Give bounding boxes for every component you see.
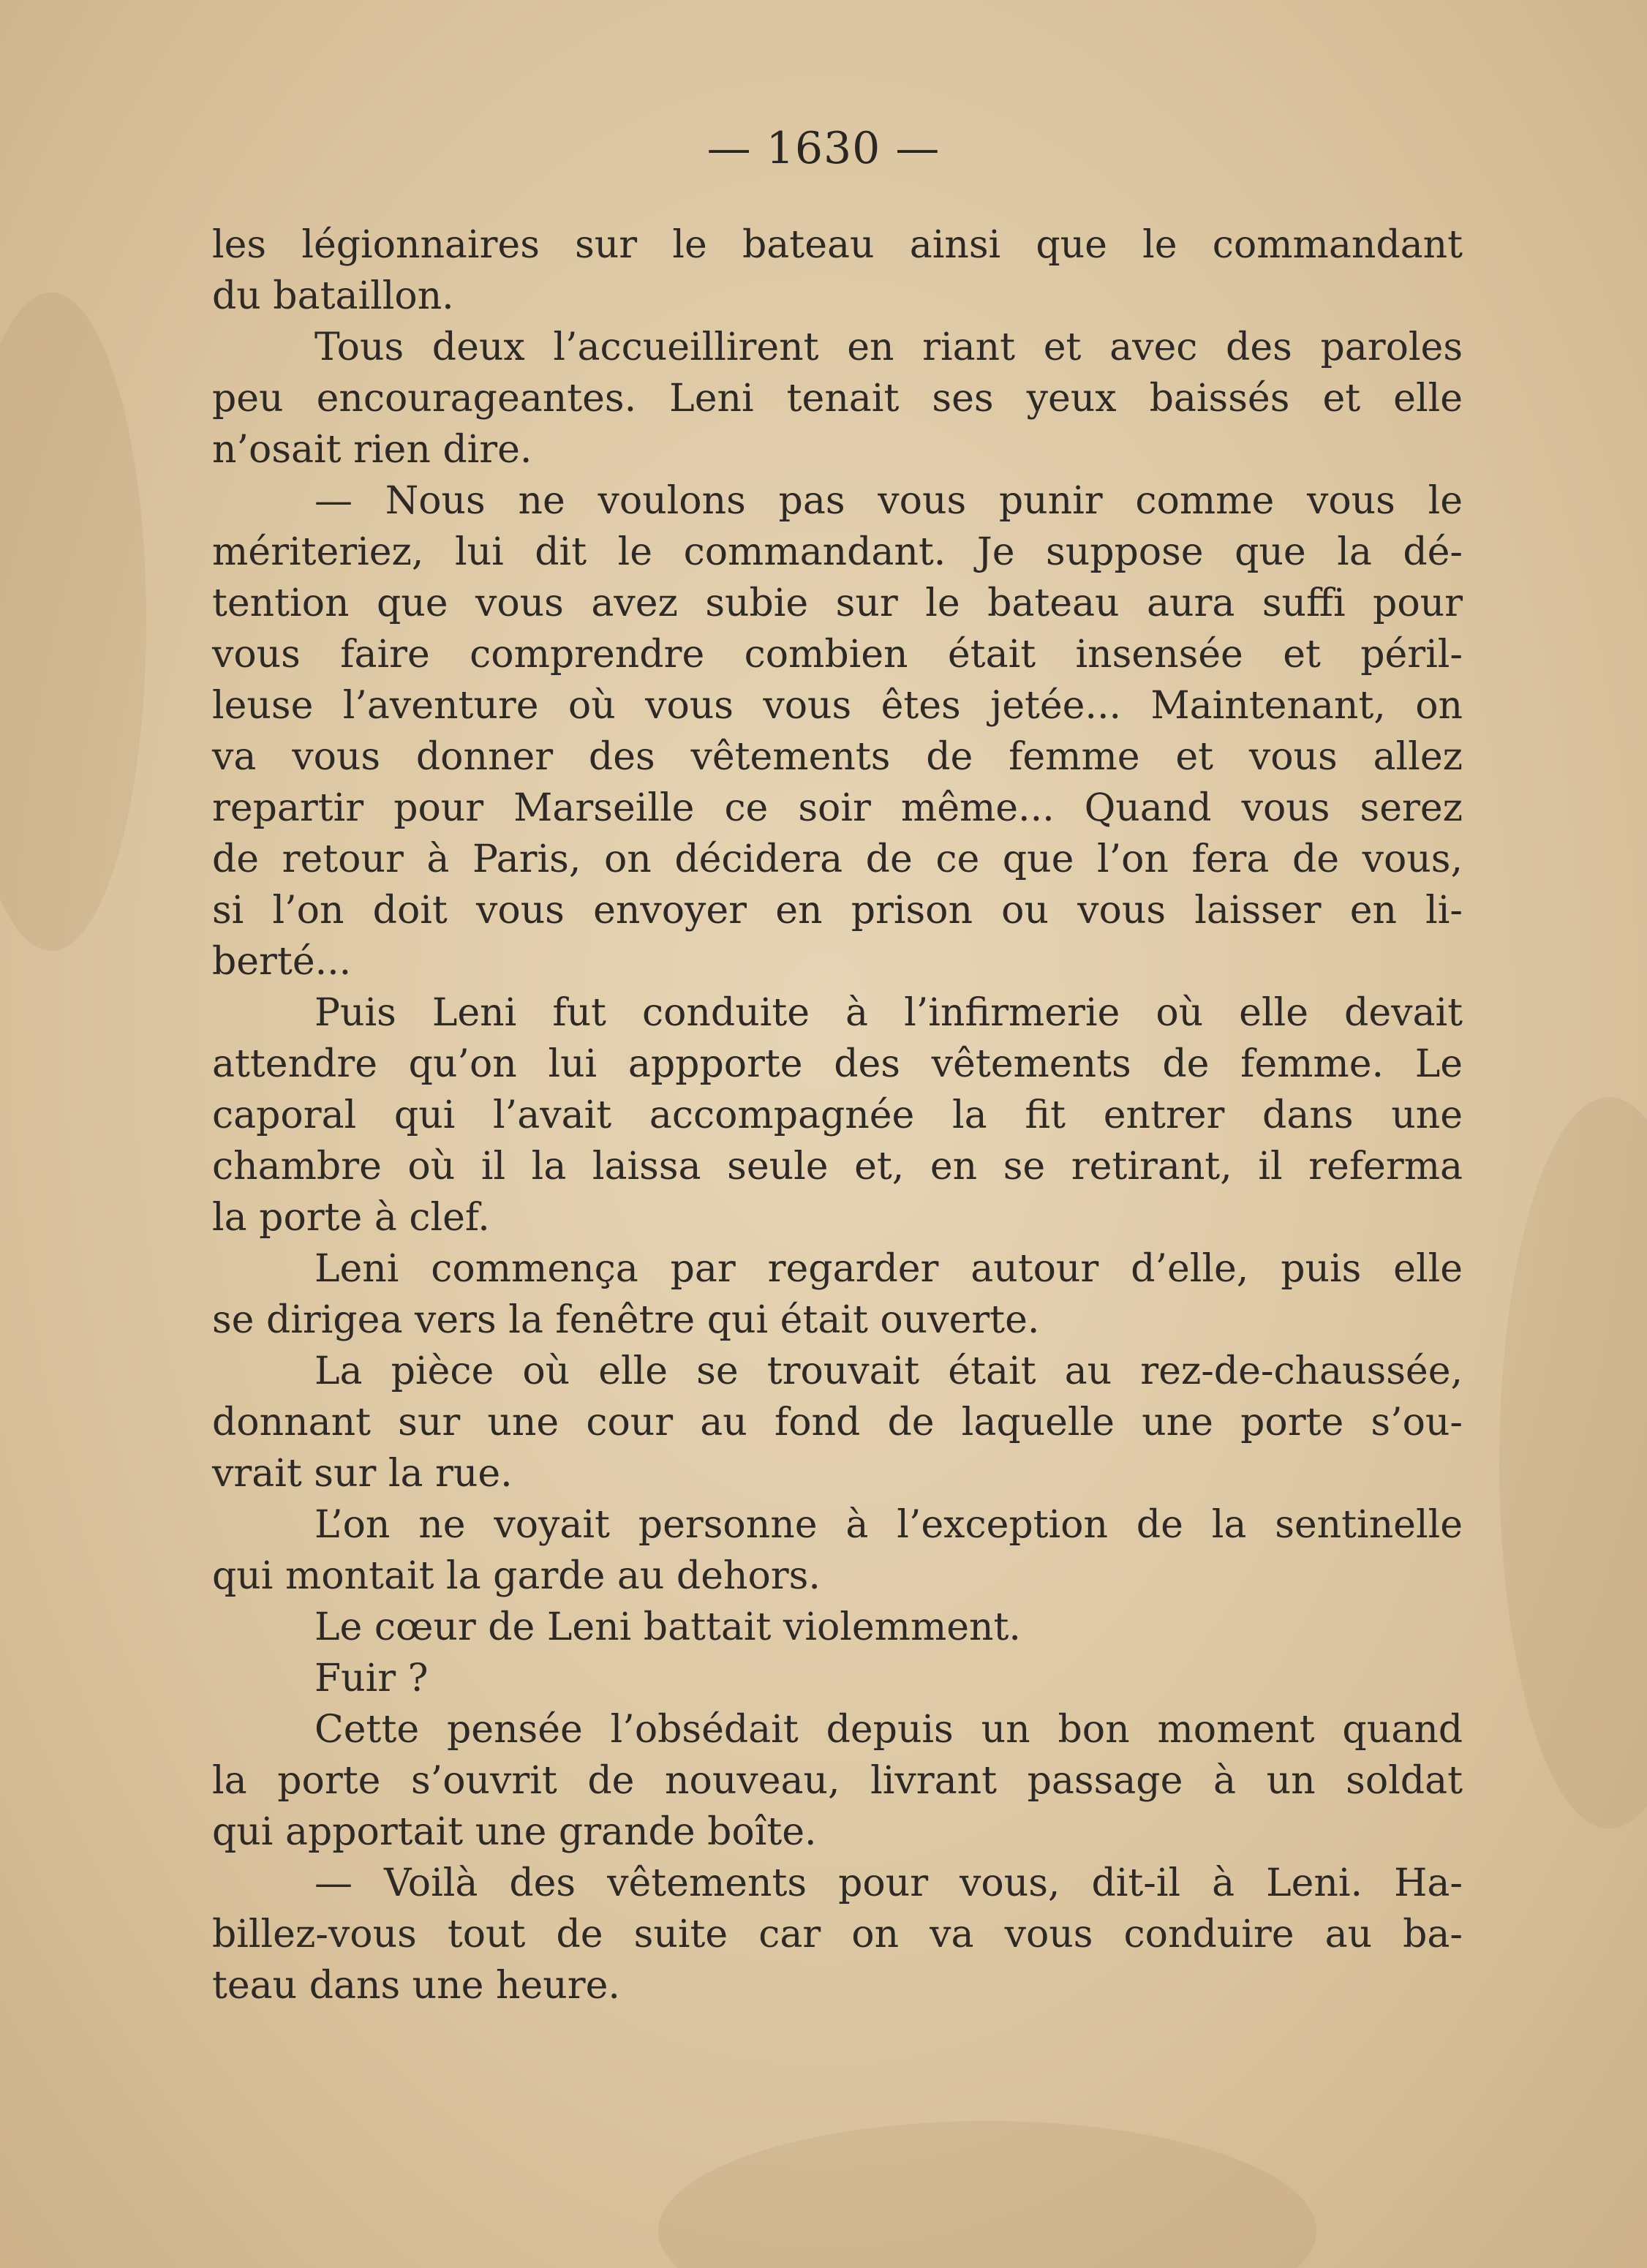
- text-line: Puis Leni fut conduite à l’infirmerie où elle devait: [314, 991, 1463, 1035]
- text-line: la porte à clef.: [212, 1196, 490, 1240]
- paper-stain: [1499, 1097, 1647, 1828]
- text-line: berté...: [212, 940, 352, 984]
- text-line: leuse l’aventure où vous vous êtes jetée... Maintenant, on: [212, 684, 1463, 728]
- page-number: — 1630 —: [706, 123, 941, 174]
- body-text: [212, 219, 1463, 2011]
- text-line: billez-vous tout de suite car on va vous conduire au ba-: [212, 1913, 1463, 1956]
- text-line: du bataillon.: [212, 274, 454, 318]
- text-line: Tous deux l’accueillirent en riant et avec des paroles: [314, 325, 1463, 369]
- text-line: Le cœur de Leni battait violemment.: [314, 1605, 1021, 1649]
- text-line: caporal qui l’avait accompagnée la fit entrer dans une: [212, 1093, 1463, 1137]
- text-line: donnant sur une cour au fond de laquelle une porte s’ou-: [212, 1401, 1463, 1444]
- text-line: les légionnaires sur le bateau ainsi que le commandant: [212, 223, 1463, 267]
- text-line: repartir pour Marseille ce soir même... Quand vous serez: [212, 786, 1463, 830]
- text-line: la porte s’ouvrit de nouveau, livrant passage à un soldat: [212, 1759, 1463, 1803]
- text-line: se dirigea vers la fenêtre qui était ouverte.: [212, 1298, 1040, 1342]
- text-line: qui apportait une grande boîte.: [212, 1810, 817, 1854]
- paper-stain: [0, 293, 146, 951]
- text-line: Cette pensée l’obsédait depuis un bon moment quand: [314, 1708, 1463, 1752]
- text-line: La pièce où elle se trouvait était au rez-de-chaussée,: [314, 1349, 1463, 1393]
- text-line: qui montait la garde au dehors.: [212, 1554, 821, 1598]
- text-line: Fuir ?: [314, 1657, 429, 1700]
- text-line: vous faire comprendre combien était insensée et péril-: [212, 633, 1463, 677]
- text-line: va vous donner des vêtements de femme et vous allez: [212, 735, 1463, 779]
- text-line: vrait sur la rue.: [212, 1452, 513, 1496]
- text-line: mériteriez, lui dit le commandant. Je suppose que la dé-: [212, 530, 1463, 574]
- text-line: — Nous ne voulons pas vous punir comme vous le: [314, 479, 1463, 523]
- text-line: si l’on doit vous envoyer en prison ou vous laisser en li-: [212, 889, 1463, 933]
- text-line: tention que vous avez subie sur le bateau aura suffi pour: [212, 581, 1463, 625]
- paper-stain: [658, 2121, 1316, 2268]
- text-line: teau dans une heure.: [212, 1964, 620, 2008]
- text-line: n’osait rien dire.: [212, 428, 532, 472]
- text-line: attendre qu’on lui appporte des vêtements de femme. Le: [212, 1042, 1463, 1086]
- text-line: chambre où il la laissa seule et, en se retirant, il referma: [212, 1145, 1463, 1188]
- text-line: peu encourageantes. Leni tenait ses yeux baissés et elle: [212, 377, 1463, 421]
- text-line: de retour à Paris, on décidera de ce que l’on fera de vous,: [212, 837, 1463, 881]
- text-line: Leni commença par regarder autour d’elle, puis elle: [314, 1247, 1463, 1291]
- text-line: L’on ne voyait personne à l’exception de la sentinelle: [314, 1503, 1463, 1547]
- text-line: — Voilà des vêtements pour vous, dit-il à Leni. Ha-: [314, 1861, 1463, 1905]
